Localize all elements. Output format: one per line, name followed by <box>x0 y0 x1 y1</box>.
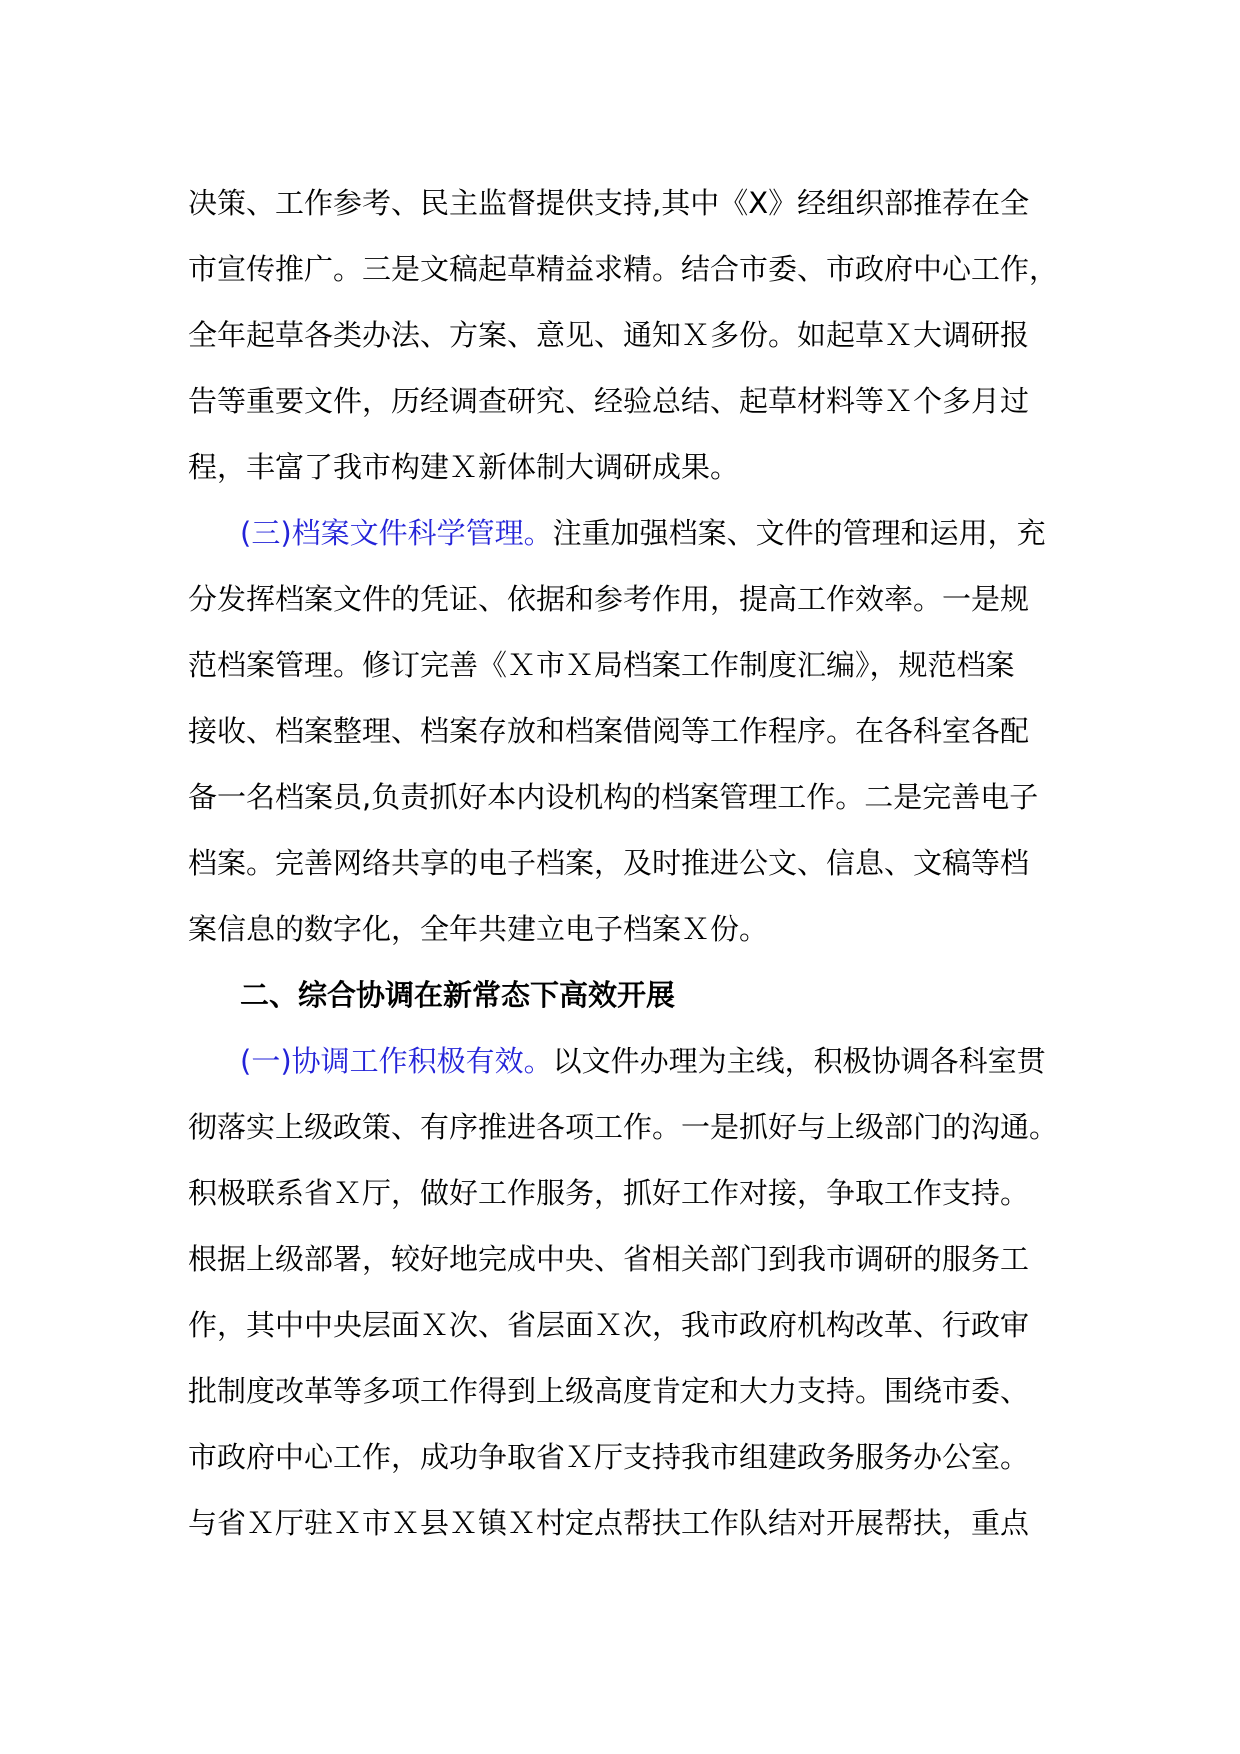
line-text: 市宣传推广。三是文稿起草精益求精。结合市委、市政府中心工作， <box>188 252 1059 286</box>
line-text: 全年起草各类办法、方案、意见、通知Ｘ多份。如起草Ｘ大调研报 <box>188 318 1030 352</box>
section-heading <box>188 962 1058 1028</box>
line-text: 以文件办理为主线，积极协调各科室贯 <box>552 1044 1046 1078</box>
paragraph-line <box>188 764 1058 830</box>
line-text: 作，其中中央层面Ｘ次、省层面Ｘ次，我市政府机构改革、行政审 <box>188 1308 1030 1342</box>
line-text: 告等重要文件，历经调查研究、经验总结、起草材料等Ｘ个多月过 <box>188 384 1030 418</box>
line-text: 彻落实上级政策、有序推进各项工作。一是抓好与上级部门的沟通。 <box>188 1110 1059 1144</box>
line-text: 程，丰富了我市构建Ｘ新体制大调研成果。 <box>188 450 740 484</box>
paragraph-line <box>188 1358 1058 1424</box>
paragraph-line <box>188 1160 1058 1226</box>
line-text: 分发挥档案文件的凭证、依据和参考作用，提高工作效率。一是规 <box>188 582 1030 616</box>
line-text: 决策、工作参考、民主监督提供支持,其中《X》经组织部推荐在全 <box>188 186 1030 220</box>
line-text: 积极联系省Ｘ厅，做好工作服务，抓好工作对接，争取工作支持。 <box>188 1176 1030 1210</box>
document-body <box>188 170 1058 1556</box>
section-lead-archives: (三)档案文件科学管理。 <box>240 516 553 550</box>
paragraph-line <box>188 1094 1058 1160</box>
line-text: 接收、档案整理、档案存放和档案借阅等工作程序。在各科室各配 <box>188 714 1030 748</box>
paragraph-line <box>188 1028 1058 1094</box>
line-text: 范档案管理。修订完善《Ｘ市Ｘ局档案工作制度汇编》，规范档案 <box>188 648 1015 682</box>
paragraph-line <box>188 434 1058 500</box>
line-text: 备一名档案员,负责抓好本内设机构的档案管理工作。二是完善电子 <box>188 780 1039 814</box>
paragraph-line <box>188 1424 1058 1490</box>
line-text: 档案。完善网络共享的电子档案，及时推进公文、信息、文稿等档 <box>188 846 1030 880</box>
line-text: 根据上级部署，较好地完成中央、省相关部门到我市调研的服务工 <box>188 1242 1030 1276</box>
line-text: 案信息的数字化，全年共建立电子档案Ｘ份。 <box>188 912 769 946</box>
paragraph-line <box>188 1490 1058 1556</box>
paragraph-line <box>188 632 1058 698</box>
paragraph-line <box>188 1226 1058 1292</box>
line-text: 注重加强档案、文件的管理和运用，充 <box>552 516 1046 550</box>
line-text: 批制度改革等多项工作得到上级高度肯定和大力支持。围绕市委、 <box>188 1374 1030 1408</box>
section-lead-coordination: (一)协调工作积极有效。 <box>240 1044 553 1078</box>
paragraph-line <box>188 896 1058 962</box>
paragraph-line <box>188 566 1058 632</box>
line-text: 市政府中心工作，成功争取省Ｘ厅支持我市组建政务服务办公室。 <box>188 1440 1030 1474</box>
paragraph-line <box>188 236 1058 302</box>
paragraph-line <box>188 302 1058 368</box>
heading-text: 二、综合协调在新常态下高效开展 <box>240 978 676 1012</box>
paragraph-line <box>188 170 1058 236</box>
paragraph-line <box>188 368 1058 434</box>
paragraph-line <box>188 830 1058 896</box>
paragraph-line <box>188 1292 1058 1358</box>
paragraph-line <box>188 698 1058 764</box>
paragraph-line <box>188 500 1058 566</box>
line-text: 与省Ｘ厅驻Ｘ市Ｘ县Ｘ镇Ｘ村定点帮扶工作队结对开展帮扶，重点 <box>188 1506 1030 1540</box>
